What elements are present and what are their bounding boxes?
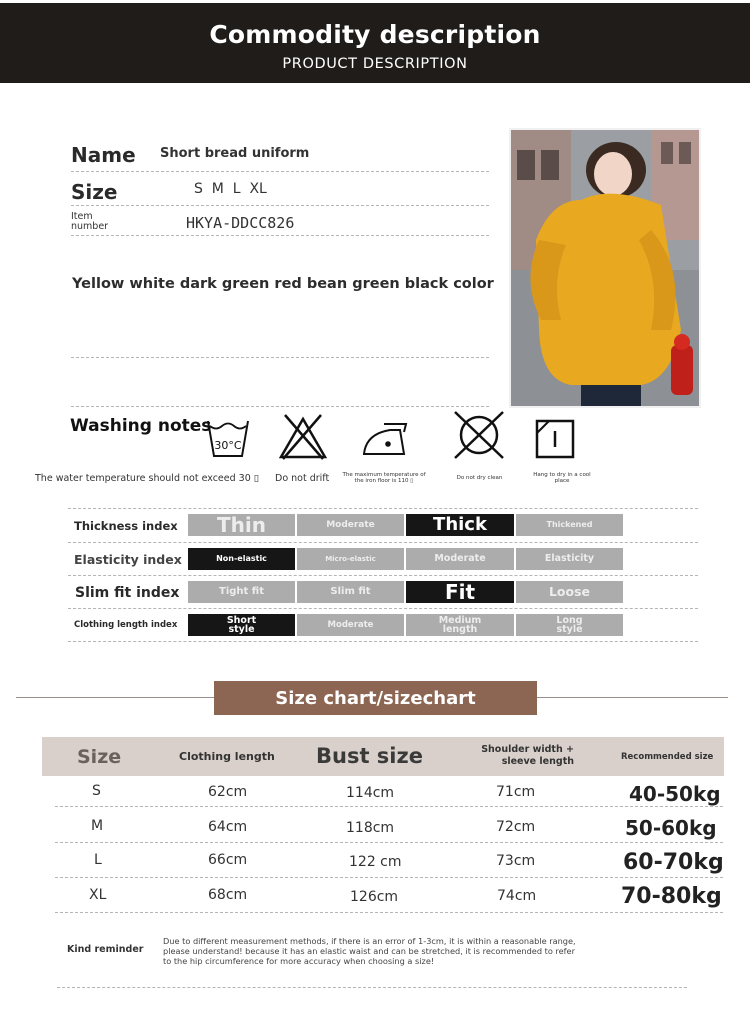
size-chart-banner: Size chart/sizechart xyxy=(214,681,537,715)
cell-length: 62cm xyxy=(208,784,248,800)
clothing-length-index-label: Clothing length index xyxy=(74,620,178,630)
cell-recommended: 60-70kg xyxy=(623,850,724,875)
washing-notes-title: Washing notes xyxy=(70,416,212,436)
th-shoulder-sleeve: Shoulder width + sleeve length xyxy=(481,744,574,767)
do-not-dry-clean-icon xyxy=(450,410,508,460)
cell-length: 64cm xyxy=(208,819,248,835)
cell-recommended: 50-60kg xyxy=(625,816,717,840)
name-label: Name xyxy=(71,143,136,167)
thickness-option-thickened: Thickened xyxy=(516,514,623,536)
thickness-index-label: Thickness index xyxy=(74,519,178,533)
th-recommended: Recommended size xyxy=(621,752,714,762)
item-number-label xyxy=(71,212,108,232)
divider xyxy=(57,987,687,988)
th-clothing-length: Clothing length xyxy=(179,750,275,763)
th-size: Size xyxy=(77,746,122,768)
color-options: Yellow white dark green red bean green black color xyxy=(72,276,494,292)
item-label-line1: Item xyxy=(71,211,93,222)
cell-recommended: 70-80kg xyxy=(621,884,722,909)
divider xyxy=(68,508,698,509)
page-subtitle: PRODUCT DESCRIPTION xyxy=(282,56,468,72)
cell-shoulder: 73cm xyxy=(496,853,536,869)
size-table-header xyxy=(42,737,724,776)
item-label-line2: number xyxy=(71,221,109,232)
divider xyxy=(71,357,489,358)
wash-30c-icon xyxy=(206,418,250,458)
cell-length: 68cm xyxy=(208,887,248,903)
cell-shoulder: 71cm xyxy=(496,784,536,800)
cell-bust: 114cm xyxy=(346,785,395,801)
wash-caption-temperature: The water temperature should not exceed 30 ▯ xyxy=(35,473,260,484)
divider xyxy=(68,542,698,543)
size-label: Size xyxy=(71,180,118,204)
wash-caption-dry-clean: Do not dry clean xyxy=(456,475,503,481)
hang-dry-shade-icon xyxy=(535,419,575,459)
fit-option-tight: Tight fit xyxy=(188,581,295,603)
wash-caption-iron: The maximum temperature of the iron floor is 110 ▯ xyxy=(342,472,426,484)
page-header xyxy=(0,3,750,83)
divider xyxy=(71,171,489,172)
divider xyxy=(68,641,698,642)
elasticity-option-elasticity: Elasticity xyxy=(516,548,623,570)
iron-low-icon xyxy=(360,420,412,458)
svg-text:30°C: 30°C xyxy=(214,439,242,452)
thickness-option-moderate: Moderate xyxy=(297,514,404,536)
cell-shoulder: 72cm xyxy=(496,819,536,835)
cell-size: L xyxy=(94,852,102,868)
divider xyxy=(55,806,723,807)
fit-option-fit-selected: Fit xyxy=(406,581,514,603)
cell-shoulder: 74cm xyxy=(497,888,537,904)
model-jacket-image xyxy=(511,130,699,406)
cell-bust: 118cm xyxy=(346,820,395,836)
banner-line-right xyxy=(537,697,728,698)
length-option-short-selected: Short style xyxy=(188,614,295,636)
item-number-value: HKYA-DDCC826 xyxy=(186,214,295,232)
cell-bust: 122 cm xyxy=(349,854,402,870)
divider xyxy=(71,205,489,206)
th-bust-size: Bust size xyxy=(316,744,423,768)
cell-bust: 126cm xyxy=(350,889,399,905)
divider xyxy=(71,406,489,407)
wash-caption-bleach: Do not drift xyxy=(275,473,330,484)
slim-fit-index-label: Slim fit index xyxy=(75,585,180,601)
divider xyxy=(55,842,723,843)
size-value: S M L XL xyxy=(194,181,267,197)
divider xyxy=(68,608,698,609)
cell-size: M xyxy=(91,818,104,834)
do-not-bleach-icon xyxy=(277,413,329,461)
length-option-long: Long style xyxy=(516,614,623,636)
cell-size: XL xyxy=(89,887,107,903)
wash-caption-hang-dry: Hang to dry in a cool place xyxy=(533,472,591,484)
kind-reminder-text: Due to different measurement methods, if there is an error of 1-3cm, it is within a reasonable range, please understand! because it has an elastic waist and can be stretched, it is recommended to refer to the hip circumference for more accuracy when choosing a size! xyxy=(163,936,576,966)
fit-option-slim: Slim fit xyxy=(297,581,404,603)
cell-size: S xyxy=(92,783,101,799)
divider xyxy=(68,575,698,576)
length-option-moderate: Moderate xyxy=(297,614,404,636)
divider xyxy=(71,235,489,236)
thickness-option-thin: Thin xyxy=(188,514,295,536)
cell-recommended: 40-50kg xyxy=(629,782,721,806)
product-photo xyxy=(509,128,701,408)
kind-reminder-label: Kind reminder xyxy=(67,944,144,955)
fit-option-loose: Loose xyxy=(516,581,623,603)
elasticity-option-non-elastic-selected: Non-elastic xyxy=(188,548,295,570)
elasticity-option-micro-elastic: Micro-elastic xyxy=(297,548,404,570)
length-option-medium: Medium length xyxy=(406,614,514,636)
name-value: Short bread uniform xyxy=(160,146,310,161)
thickness-option-thick-selected: Thick xyxy=(406,514,514,536)
banner-line-left xyxy=(16,697,214,698)
elasticity-index-label: Elasticity index xyxy=(74,552,182,567)
elasticity-option-moderate: Moderate xyxy=(406,548,514,570)
divider xyxy=(55,877,723,878)
divider xyxy=(55,912,723,913)
cell-length: 66cm xyxy=(208,852,248,868)
page-title: Commodity description xyxy=(209,20,541,49)
